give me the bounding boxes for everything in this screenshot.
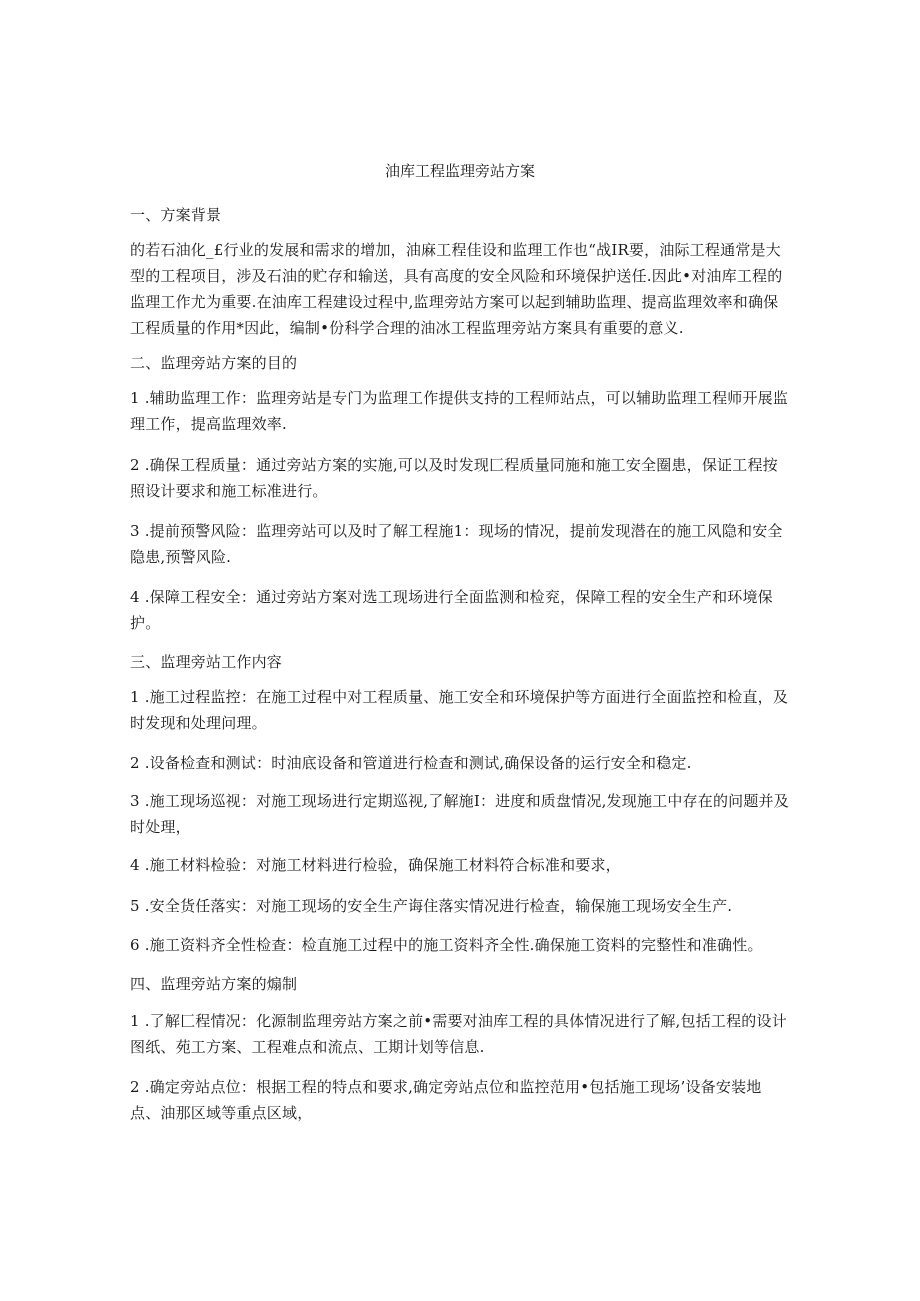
section-heading-preparation: 四、监理旁站方案的煽制 [130, 975, 298, 993]
paragraph-prep-2: 2 .确定旁站点位：根据工程的特点和要求,确定旁站点位和监控范用•包括施工现场’设备安装地点、油那区域等重点区域， [130, 1078, 762, 1122]
paragraph-work-2: 2 .设备检查和测试：时油底设备和管道进行检查和测试,确保设备的运行安全和稳定. [130, 754, 692, 772]
paragraph-work-4: 4 .施工材料检验：对施工材料进行检验，确保施工材料符合标准和要求， [130, 856, 621, 874]
paragraph-purpose-2: 2 .确保工程质量：通过旁站方案的实施,可以及时发现匚程质量同施和施工安全圈患，保证工程按照设计要求和施工标准进行。 [130, 456, 778, 500]
section-heading-purpose: 二、监理旁站方案的目的 [130, 354, 298, 372]
section-heading-work-content: 三、监理旁站工作内容 [130, 653, 283, 671]
paragraph-prep-1: 1 .了解匚程情况：化源制监理旁站方案之前•需要对油库工程的具体情况进行了解,包括工程的设计图纸、苑工方案、工程难点和流点、工期计划等信息. [130, 1012, 787, 1056]
paragraph-work-1: 1 .施工过程监控：在施工过程中对工程质量、施工安全和环境保护等方面进行全面监控和检直，及时发现和处理问理。 [130, 688, 789, 732]
paragraph-work-5: 5 .安全货任落实：对施工现场的安全生产诲住落实情况进行检查，输保施工现场安全生产. [130, 897, 733, 915]
paragraph-purpose-3: 3 .提前预警风险：监理旁站可以及时了解工程施1：现场的情况，提前发现潜在的施工风隐和安全隐患,预警风险. [130, 522, 783, 566]
paragraph-work-3: 3 .施工现场巡视：对施工现场进行定期巡视,了解施I：进度和质盘情况,发现施工中存在的问题并及时处理， [130, 792, 789, 836]
paragraph-purpose-4: 4 .保障工程安全：通过旁站方案对选工现场进行全面监测和检兖，保障工程的安全生产和环境保护。 [130, 588, 773, 632]
section-heading-background: 一、方案背景 [130, 206, 222, 224]
paragraph-purpose-1: 1 .辅助监理工作：监理旁站是专门为监理工作提供支持的工程师站点，可以辅助监理工程师开展监理工作，提高监理效率. [130, 389, 789, 433]
paragraph-work-6: 6 .施工资料齐全性检查：检直施工过程中的施工资料齐全性.确保施工资料的完整性和准确性。 [130, 936, 763, 954]
document-title: 油库工程监理旁站方案 [384, 162, 535, 180]
paragraph-background: 的若石油化_£行业的发展和需求的增加，油麻工程佳设和监理工作也“战IR要，油际工程通常是大型的工程项目，涉及石油的贮存和输送，具有高度的安全风险和环境保护送任.因此•对油库工程的监理工作尤为重要.在油库工程建设过程中,监理旁站方案可以起到辅助监理、提高监理效率和确保工程质量的作用*因此，编制•份科学合理的油冰工程监理旁站方案具有重要的意义. [130, 241, 783, 337]
